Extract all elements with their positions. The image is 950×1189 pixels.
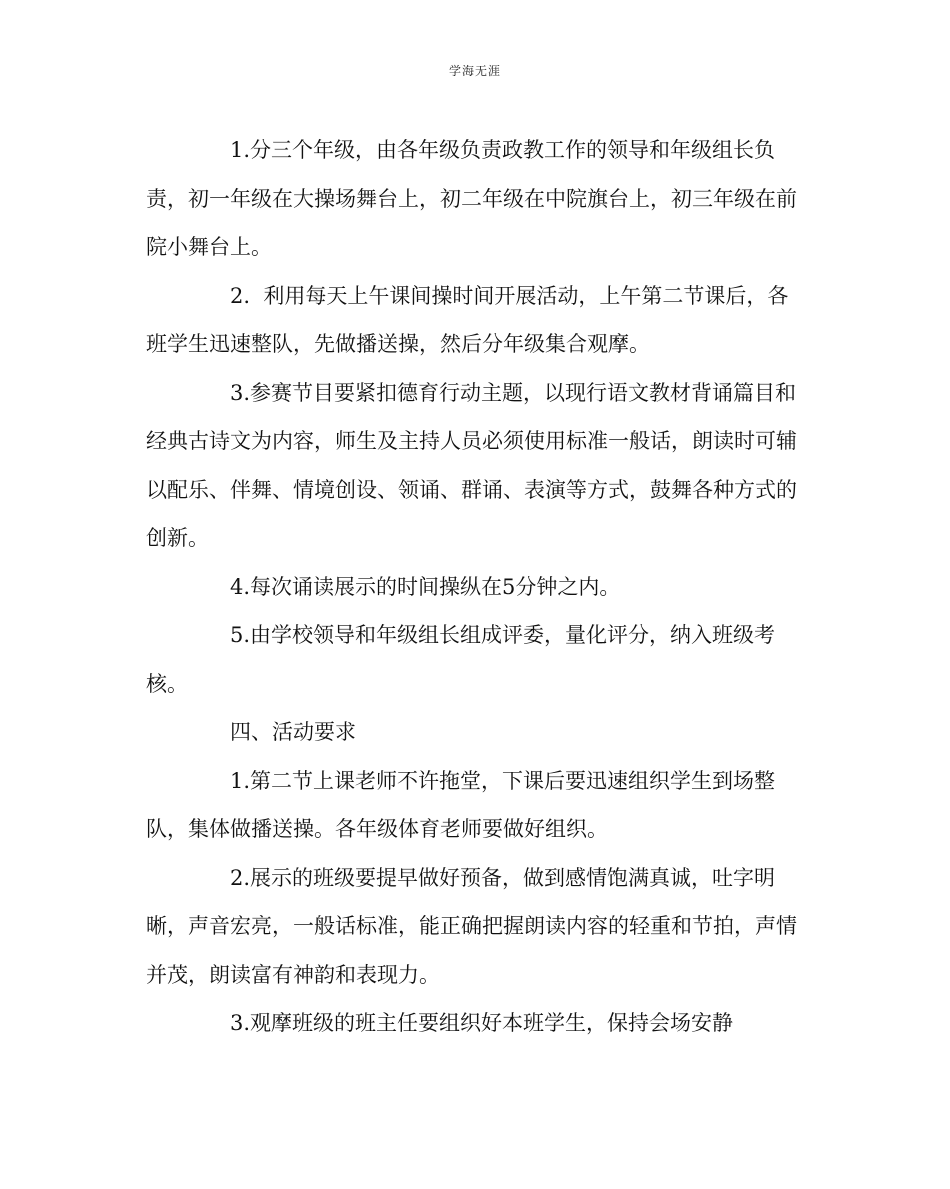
page-header: 学海无涯 [448, 64, 501, 78]
document-body [146, 126, 806, 1048]
paragraph-item-2: 2. 利用每天上午课间操时间开展活动，上午第二节课后，各班学生迅速整队，先做播送操，然后分年级集合观摩。 [146, 283, 789, 356]
paragraph-item-5: 5.由学校领导和年级组长组成评委，量化评分，纳入班级考核。 [146, 623, 776, 696]
paragraph-item-1: 1.分三个年级，由各年级负责政教工作的领导和年级组长负责，初一年级在大操场舞台上，初二年级在中院旗台上，初三年级在前院小舞台上。 [146, 138, 797, 259]
paragraph-requirement-3: 3.观摩班级的班主任要组织好本班学生，保持会场安静 [230, 1011, 734, 1035]
paragraph-item-4: 4.每次诵读展示的时间操纵在5分钟之内。 [230, 574, 621, 599]
paragraph-requirement-1: 1.第二节上课老师不许拖堂，下课后要迅速组织学生到场整队，集体做播送操。各年级体育老师要做好组织。 [146, 768, 776, 841]
paragraph-requirement-2: 2.展示的班级要提早做好预备，做到感情饱满真诚，吐字明晰，声音宏亮，一般话标准，能正确把握朗读内容的轻重和节拍，声情并茂，朗读富有神韵和表现力。 [146, 865, 797, 987]
paragraph-item-3: 3.参赛节目要紧扣德育行动主题，以现行语文教材背诵篇目和经典古诗文为内容，师生及主持人员必须使用标准一般话，朗读时可辅以配乐、伴舞、情境创设、领诵、群诵、表演等方式，鼓舞各种方式的创新。 [146, 380, 797, 550]
section-heading-activity-requirements: 四、活动要求 [230, 720, 356, 744]
